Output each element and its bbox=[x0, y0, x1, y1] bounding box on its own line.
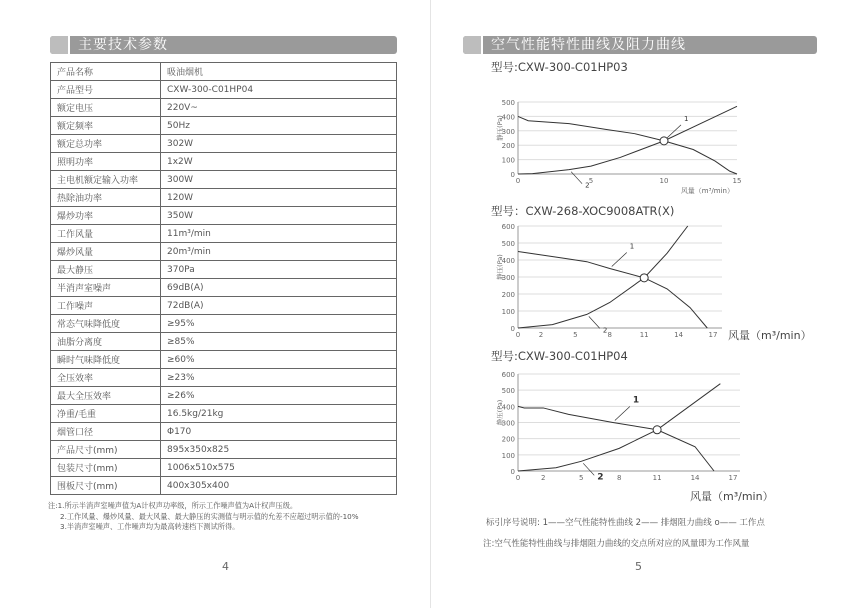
spec-value: 69dB(A) bbox=[161, 279, 397, 297]
y-tick-label: 100 bbox=[501, 308, 515, 316]
y-axis-label: 静压(Pa) bbox=[496, 399, 504, 426]
x-axis-label-3: 风量（m³/min） bbox=[690, 490, 774, 503]
chart-2 bbox=[495, 223, 812, 342]
spec-value: ≥95% bbox=[161, 315, 397, 333]
x-tick-label: 5 bbox=[573, 331, 578, 339]
y-tick-label: 200 bbox=[501, 291, 515, 299]
chart-title-1: 型号:CXW-300-C01HP03 bbox=[491, 60, 628, 74]
spec-label: 最大全压效率 bbox=[51, 387, 161, 405]
x-tick-label: 2 bbox=[541, 474, 546, 482]
curve-label: 2 bbox=[597, 472, 604, 483]
x-axis-label: 风量（m³/min） bbox=[728, 329, 812, 342]
spec-value: ≥85% bbox=[161, 333, 397, 351]
section-title: 空气性能特性曲线及阻力曲线 bbox=[491, 37, 686, 53]
working-point bbox=[640, 274, 648, 282]
spec-value: ≥23% bbox=[161, 369, 397, 387]
spec-value: ≥60% bbox=[161, 351, 397, 369]
spec-label: 热除油功率 bbox=[51, 189, 161, 207]
spec-value: 302W bbox=[161, 135, 397, 153]
y-tick-label: 300 bbox=[501, 274, 515, 282]
spec-value: 50Hz bbox=[161, 117, 397, 135]
x-tick-label: 11 bbox=[652, 474, 662, 482]
x-axis-label: 风量（m³/min） bbox=[680, 187, 734, 195]
y-tick-label: 200 bbox=[501, 142, 515, 151]
curve-2 bbox=[518, 384, 720, 471]
spec-label: 照明功率 bbox=[51, 153, 161, 171]
spec-label: 最大静压 bbox=[51, 261, 161, 279]
x-tick-label: 11 bbox=[639, 331, 649, 339]
legend: 标引序号说明: 1——空气性能特性曲线 2—— 排烟阻力曲线 o—— 工作点 bbox=[486, 518, 765, 528]
y-axis-label: 静压(Pa) bbox=[496, 254, 504, 280]
chart-title-2: 型号：CXW-268-XOC9008ATR(X) bbox=[491, 204, 675, 218]
spec-value: ≥26% bbox=[161, 387, 397, 405]
y-tick-label: 500 bbox=[501, 387, 515, 396]
y-tick-label: 400 bbox=[501, 403, 515, 412]
spec-label: 半消声室噪声 bbox=[51, 279, 161, 297]
x-tick-label: 10 bbox=[659, 177, 669, 185]
spec-value: 895x350x825 bbox=[161, 441, 397, 459]
spec-label: 爆炒功率 bbox=[51, 207, 161, 225]
curve-1 bbox=[518, 252, 707, 329]
spec-label: 油脂分离度 bbox=[51, 333, 161, 351]
section-title: 主要技术参数 bbox=[78, 37, 168, 53]
spec-value: 220V~ bbox=[161, 99, 397, 117]
y-tick-label: 0 bbox=[510, 171, 515, 179]
spec-value: 72dB(A) bbox=[161, 297, 397, 315]
note-2: 2.工作风量、爆炒风量、最大风量、最大静压的实测值与明示值的允差不应超过明示值的-10% bbox=[60, 511, 359, 521]
curve-label: 2 bbox=[602, 326, 608, 335]
y-tick-label: 600 bbox=[501, 223, 515, 231]
spec-label: 围板尺寸(mm) bbox=[51, 477, 161, 495]
x-tick-label: 5 bbox=[588, 177, 594, 185]
curve-label: 1 bbox=[684, 114, 689, 123]
spec-value: 300W bbox=[161, 171, 397, 189]
curve-pointer bbox=[589, 316, 600, 328]
curve-label: 2 bbox=[585, 181, 590, 190]
chart-3 bbox=[495, 371, 740, 482]
y-tick-label: 500 bbox=[501, 99, 515, 107]
curve-label: 1 bbox=[632, 395, 640, 406]
y-tick-label: 0 bbox=[510, 325, 515, 333]
spec-value: CXW-300-C01HP04 bbox=[161, 81, 397, 99]
x-tick-label: 2 bbox=[538, 331, 544, 339]
y-tick-label: 0 bbox=[510, 468, 515, 476]
spec-label: 烟管口径 bbox=[51, 423, 161, 441]
x-tick-label: 0 bbox=[515, 177, 521, 185]
spec-value: Φ170 bbox=[161, 423, 397, 441]
curve-pointer bbox=[583, 463, 594, 475]
y-tick-label: 500 bbox=[501, 240, 515, 248]
x-tick-label: 0 bbox=[515, 474, 521, 482]
x-tick-label: 17 bbox=[708, 331, 718, 339]
working-point bbox=[653, 426, 661, 434]
x-tick-label: 14 bbox=[690, 474, 700, 482]
y-tick-label: 100 bbox=[501, 451, 515, 460]
y-tick-label: 400 bbox=[501, 257, 515, 265]
x-tick-label: 8 bbox=[616, 474, 622, 482]
page-number: 5 bbox=[635, 560, 642, 573]
spec-value: 16.5kg/21kg bbox=[161, 405, 397, 423]
spec-label: 工作风量 bbox=[51, 225, 161, 243]
x-tick-label: 14 bbox=[674, 331, 684, 339]
spec-label: 产品名称 bbox=[51, 63, 161, 81]
working-point bbox=[660, 137, 668, 145]
y-tick-label: 100 bbox=[501, 156, 515, 165]
spec-value: 吸油烟机 bbox=[161, 63, 397, 81]
spec-value: 20m³/min bbox=[161, 243, 397, 261]
note-1: 注:1.所示半消声室噪声值为A计权声功率级，所示工作噪声值为A计权声压级。 bbox=[48, 501, 298, 510]
spec-label: 主电机额定输入功率 bbox=[51, 171, 161, 189]
x-tick-label: 8 bbox=[607, 331, 612, 339]
spec-label: 产品型号 bbox=[51, 81, 161, 99]
chart-title-3: 型号:CXW-300-C01HP04 bbox=[491, 349, 628, 363]
curve-pointer bbox=[615, 407, 630, 421]
spec-value: 11m³/min bbox=[161, 225, 397, 243]
spec-label: 产品尺寸(mm) bbox=[51, 441, 161, 459]
spec-label: 全压效率 bbox=[51, 369, 161, 387]
spec-value: 400x305x400 bbox=[161, 477, 397, 495]
x-tick-label: 0 bbox=[515, 331, 521, 339]
x-tick-label: 17 bbox=[728, 474, 738, 482]
spec-label: 额定电压 bbox=[51, 99, 161, 117]
spec-value: 1006x510x575 bbox=[161, 459, 397, 477]
curve-label: 1 bbox=[629, 242, 635, 251]
curve-pointer bbox=[571, 172, 582, 184]
y-tick-label: 400 bbox=[501, 113, 515, 122]
spec-label: 包装尺寸(mm) bbox=[51, 459, 161, 477]
page-number: 4 bbox=[222, 560, 229, 573]
spec-value: 350W bbox=[161, 207, 397, 225]
spec-label: 常态气味降低度 bbox=[51, 315, 161, 333]
spec-value: 120W bbox=[161, 189, 397, 207]
spec-label: 额定频率 bbox=[51, 117, 161, 135]
y-axis-label: 静压(Pa) bbox=[496, 115, 504, 141]
note-3: 3.半消声室噪声、工作噪声均为最高转速档下测试所得。 bbox=[60, 522, 240, 531]
chart-1 bbox=[495, 99, 741, 195]
y-tick-label: 200 bbox=[501, 435, 515, 444]
spec-label: 瞬时气味降低度 bbox=[51, 351, 161, 369]
spec-label: 工作噪声 bbox=[51, 297, 161, 315]
y-tick-label: 300 bbox=[501, 127, 515, 136]
x-tick-label: 5 bbox=[579, 474, 584, 482]
spec-label: 额定总功率 bbox=[51, 135, 161, 153]
x-tick-label: 15 bbox=[732, 177, 742, 185]
spec-value: 1x2W bbox=[161, 153, 397, 171]
spec-value: 370Pa bbox=[161, 261, 397, 279]
spec-label: 爆炒风量 bbox=[51, 243, 161, 261]
working-point-note: 注:空气性能特性曲线与排烟阻力曲线的交点所对应的风量即为工作风量 bbox=[483, 539, 750, 549]
spec-label: 净重/毛重 bbox=[51, 405, 161, 423]
y-tick-label: 600 bbox=[501, 371, 515, 379]
y-tick-label: 300 bbox=[501, 419, 515, 428]
